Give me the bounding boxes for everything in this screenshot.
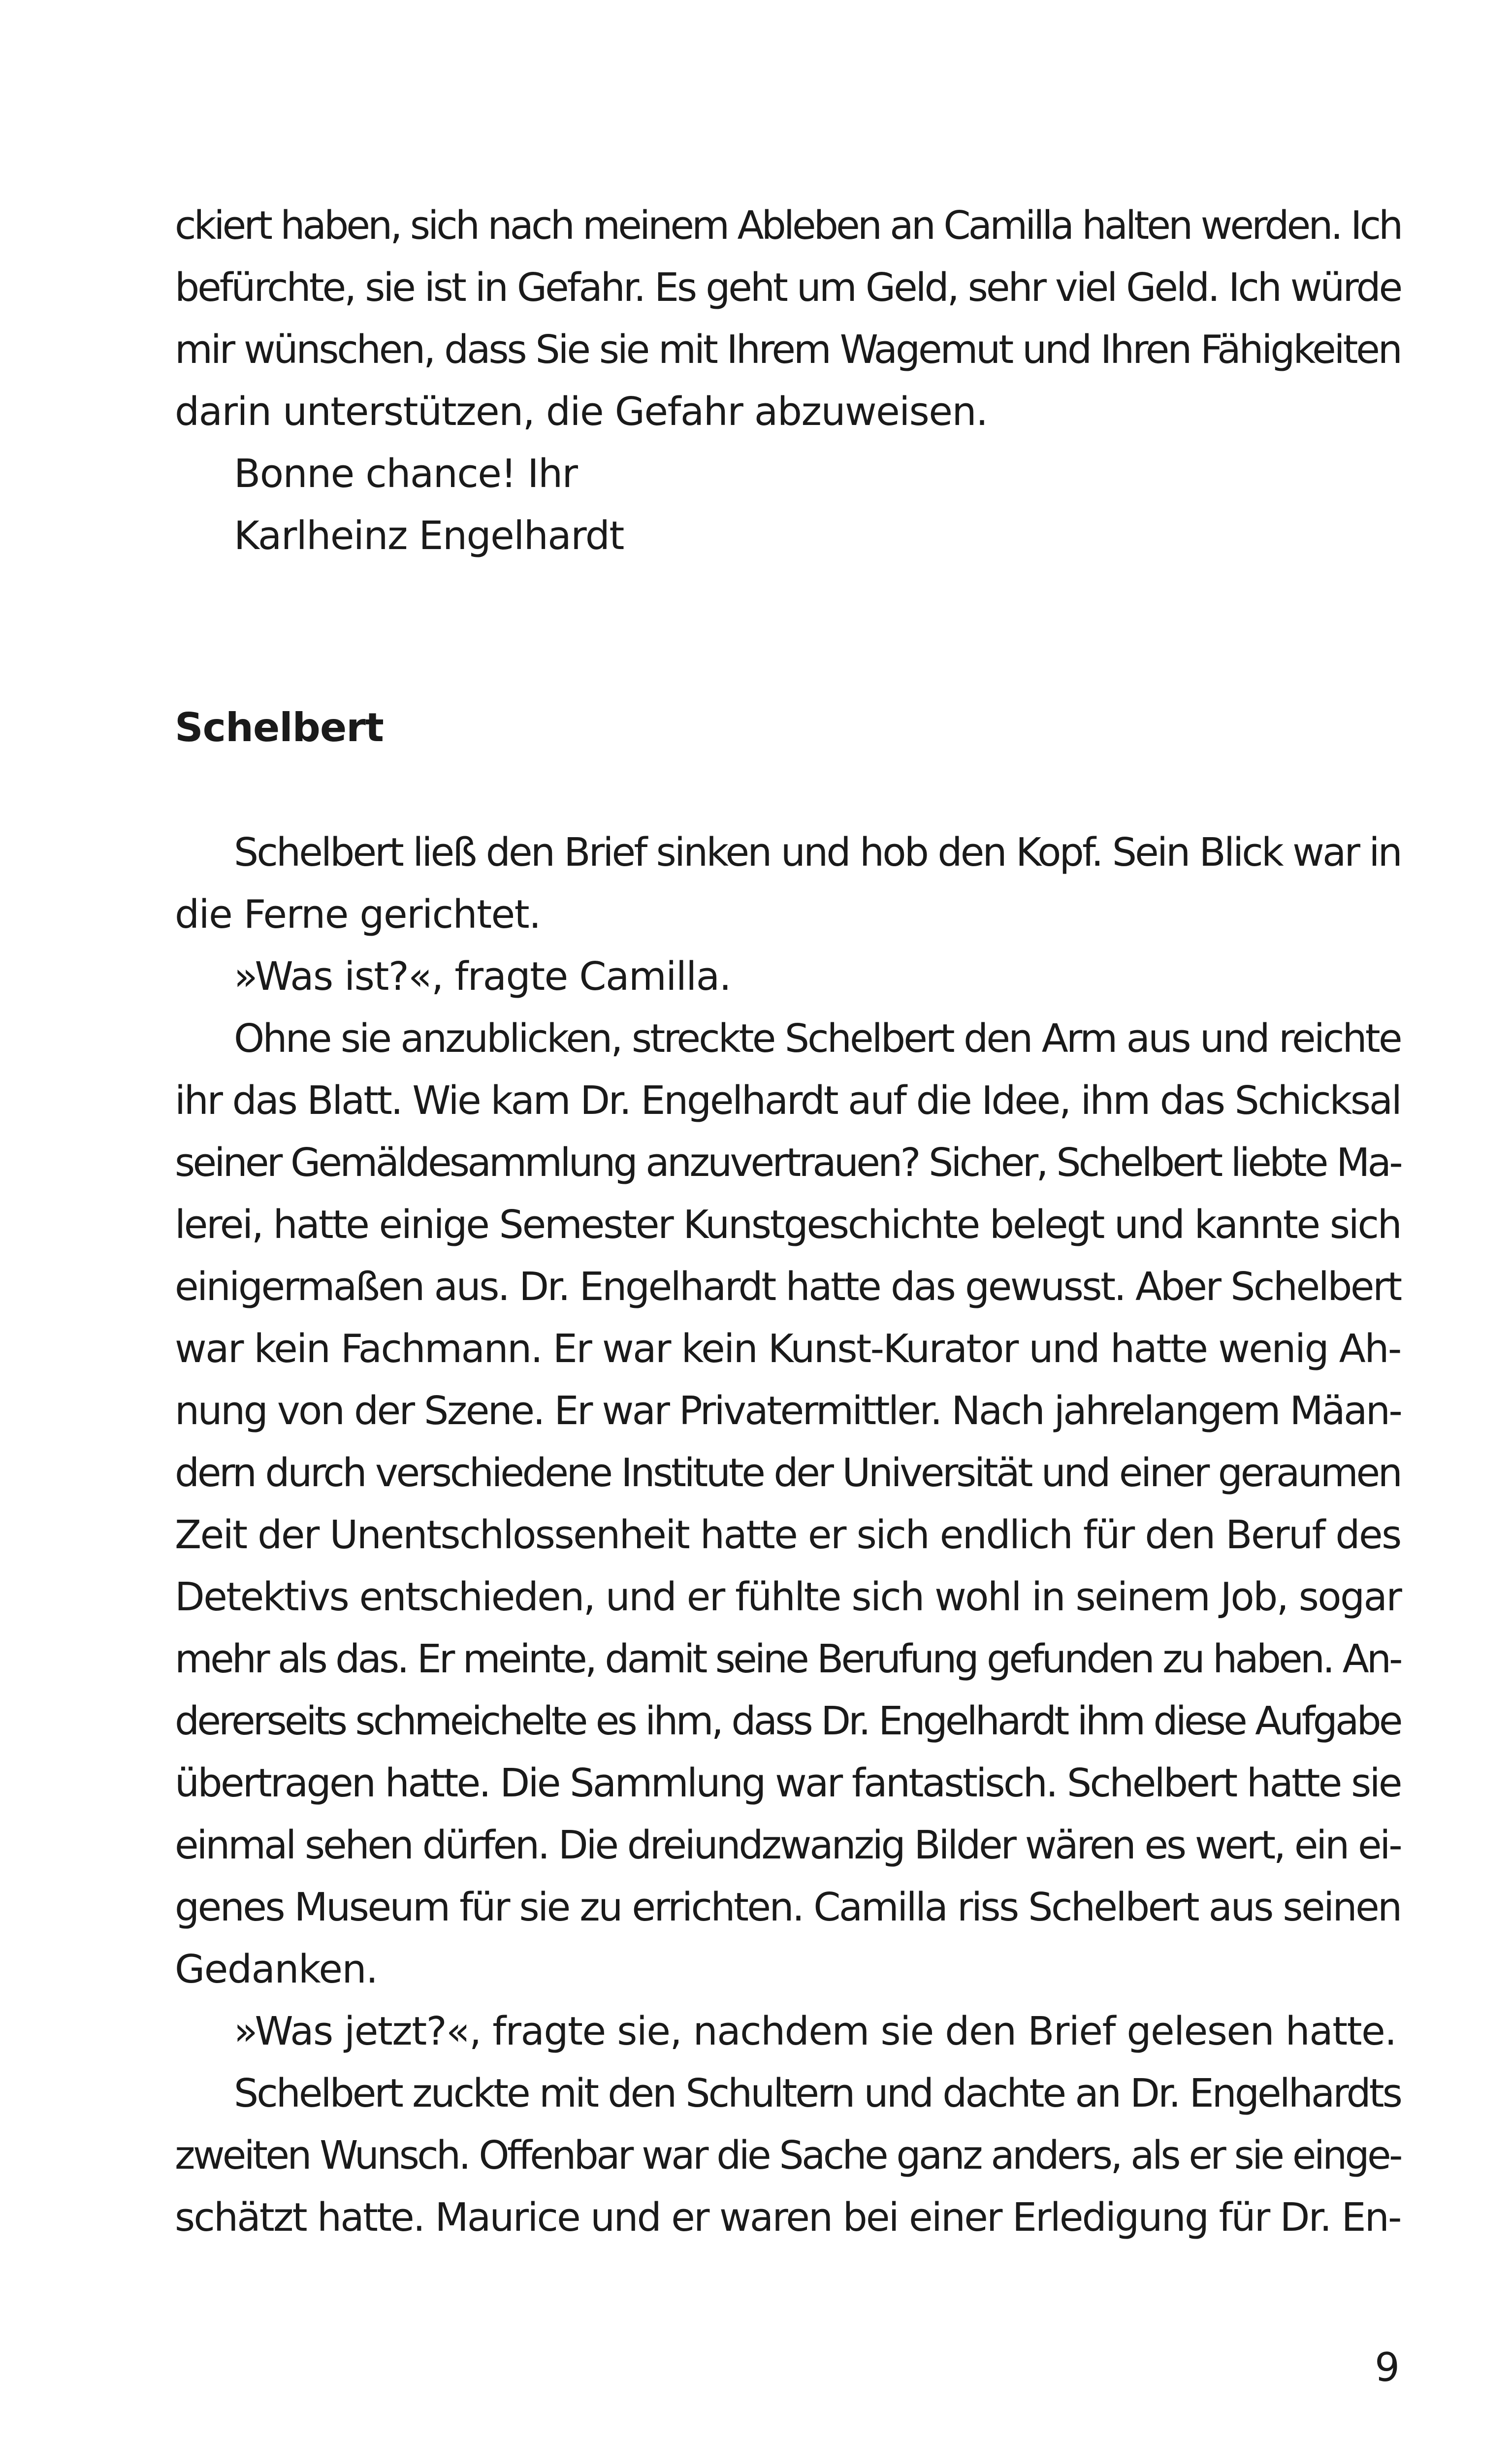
text-line: war kein Fachmann. Er war kein Kunst-Kurator und hatte wenig Ah- — [175, 1326, 1401, 1371]
text-line: »Was ist?«, fragte Camilla. — [234, 954, 731, 999]
text-line: dern durch verschiedene Institute der Universität und einer geraumen — [175, 1450, 1401, 1496]
page-number: 9 — [1375, 2345, 1400, 2390]
text-line: seiner Gemäldesammlung anzuvertrauen? Sicher, Schelbert liebte Ma- — [175, 1140, 1401, 1185]
text-line: übertragen hatte. Die Sammlung war fantastisch. Schelbert hatte sie — [175, 1760, 1401, 1806]
text-line: einmal sehen dürfen. Die dreiundzwanzig Bilder wären es wert, ein ei- — [175, 1823, 1401, 1868]
text-line: darin unterstützen, die Gefahr abzuweisen. — [175, 389, 988, 434]
text-line: lerei, hatte einige Semester Kunstgeschichte belegt und kannte sich — [175, 1202, 1401, 1247]
text-line: mir wünschen, dass Sie sie mit Ihrem Wagemut und Ihren Fähigkeiten — [175, 327, 1401, 372]
text-line: zweiten Wunsch. Offenbar war die Sache ganz anders, als er sie einge- — [175, 2133, 1401, 2178]
text-line: einigermaßen aus. Dr. Engelhardt hatte das gewusst. Aber Schelbert — [175, 1264, 1401, 1309]
text-line: ihr das Blatt. Wie kam Dr. Engelhardt auf die Idee, ihm das Schicksal — [175, 1078, 1401, 1123]
text-line: schätzt hatte. Maurice und er waren bei einer Erledigung für Dr. En- — [175, 2195, 1401, 2240]
text-line: genes Museum für sie zu errichten. Camilla riss Schelbert aus seinen — [175, 1885, 1401, 1930]
text-line: befürchte, sie ist in Gefahr. Es geht um Geld, sehr viel Geld. Ich würde — [175, 265, 1401, 310]
text-line: Zeit der Unentschlossenheit hatte er sich endlich für den Beruf des — [175, 1512, 1401, 1558]
text-line: nung von der Szene. Er war Privatermittler. Nach jahrelangem Mäan- — [175, 1388, 1401, 1433]
text-line: mehr als das. Er meinte, damit seine Berufung gefunden zu haben. An- — [175, 1636, 1401, 1682]
section-heading: Schelbert — [175, 705, 384, 750]
text-line: Detektivs entschieden, und er fühlte sich wohl in seinem Job, sogar — [175, 1574, 1401, 1620]
text-line: Ohne sie anzublicken, streckte Schelbert den Arm aus und reichte — [234, 1016, 1401, 1061]
text-line: die Ferne gerichtet. — [175, 892, 541, 937]
text-line: Schelbert zuckte mit den Schultern und dachte an Dr. Engelhardts — [234, 2071, 1401, 2116]
letter-signature: Karlheinz Engelhardt — [234, 513, 624, 558]
letter-closing: Bonne chance! Ihr — [234, 451, 578, 496]
text-line: »Was jetzt?«, fragte sie, nachdem sie den Brief gelesen hatte. — [234, 2009, 1396, 2054]
text-line: Schelbert ließ den Brief sinken und hob den Kopf. Sein Blick war in — [234, 830, 1401, 875]
text-line: ckiert haben, sich nach meinem Ableben an Camilla halten werden. Ich — [175, 203, 1401, 248]
text-line: Gedanken. — [175, 1947, 378, 1992]
text-line: dererseits schmeichelte es ihm, dass Dr. Engelhardt ihm diese Aufgabe — [175, 1698, 1401, 1744]
